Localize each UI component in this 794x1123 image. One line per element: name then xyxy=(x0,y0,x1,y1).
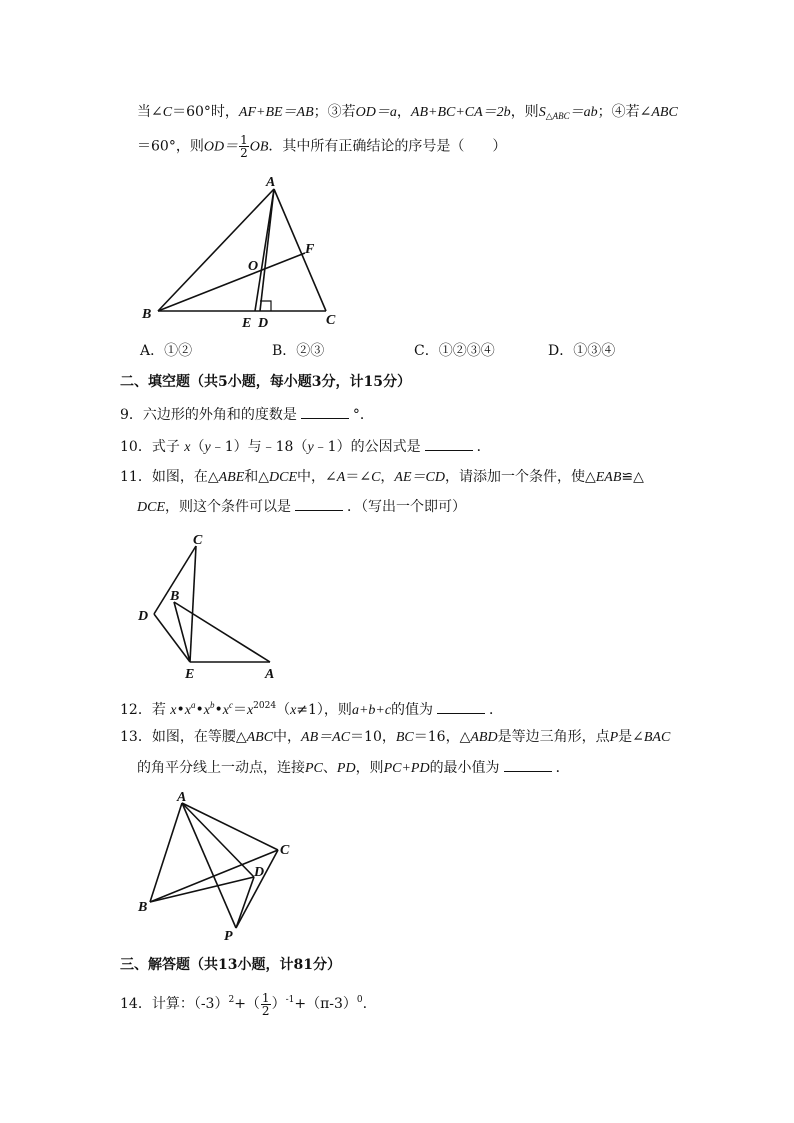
q11-label-A: A xyxy=(265,667,275,682)
q8-label-E: E xyxy=(242,316,252,331)
q8-option-d: D．①③④ xyxy=(548,343,616,359)
q8-label-C: C xyxy=(326,313,336,328)
question-9: 9．六边形的外角和的度数是 °． xyxy=(120,407,374,423)
q13-label-D: D xyxy=(254,865,265,880)
q8-option-a: A．①② xyxy=(140,343,193,359)
q11-label-B: B xyxy=(170,589,180,604)
q8-line2: ＝60°，则OD＝ $\frac{1}{2}$ OB．其中所有正确结论的序号是（ ） xyxy=(137,133,507,160)
fraction-one-half: $\frac{1}{2}$ xyxy=(240,133,248,160)
q13-label-P: P xyxy=(224,929,233,944)
q8-label-A: A xyxy=(266,175,276,190)
section-heading-solutions: 三、解答题（共13小题，计81分） xyxy=(120,957,341,973)
q11-label-D: D xyxy=(138,609,149,624)
question-10: 10．式子 x（y﹣1）与﹣18（y﹣1）的公因式是 ． xyxy=(120,439,491,455)
q11-label-C: C xyxy=(193,533,203,548)
q8-label-O: O xyxy=(248,259,259,274)
question-12: 12．若 $x•x^a•x^b•x^c=x^{2024}(x\ne 1)$，则a+b+c的值为 ． xyxy=(120,700,504,718)
question-13-line2: 的角平分线上一动点，连接PC、PD，则PC+PD的最小值为 ． xyxy=(137,760,570,776)
q8-line1: 当∠C＝60°时，AF+BE＝AB；③若OD＝a，AB+BC+CA＝2b，则$S_{\triangle ABC}=ab$；④若∠ABC xyxy=(137,104,678,121)
q8-option-b: B．②③ xyxy=(272,343,325,359)
q13-label-B: B xyxy=(138,900,148,915)
fraction-one-half: $\frac{1}{2}$ xyxy=(261,990,270,1018)
q8-option-c: C．①②③④ xyxy=(414,343,495,359)
q13-label-A: A xyxy=(177,790,187,805)
question-11-line1: 11．如图，在△ABE和△DCE中，∠A＝∠C，AE＝CD，请添加一个条件，使△EAB≌△ xyxy=(120,469,644,485)
q8-label-B: B xyxy=(142,307,152,322)
q13-label-C: C xyxy=(280,843,290,858)
question-13-line1: 13．如图，在等腰△ABC中，AB＝AC＝10，BC＝16，△ABD是等边三角形，点P是∠BAC xyxy=(120,729,671,745)
q8-label-F: F xyxy=(305,242,315,257)
q8-label-D: D xyxy=(258,316,269,331)
question-11-line2: DCE，则这个条件可以是 ．（写出一个即可） xyxy=(137,499,466,515)
question-14: 14．计算：$(-3)^2+$（ $\frac{1}{2}$ ）$^{-1}+(\pi-3)^0$. xyxy=(120,990,368,1018)
q11-label-E: E xyxy=(185,667,195,682)
section-heading-fill-blank: 二、填空题（共5小题，每小题3分，计15分） xyxy=(120,374,411,390)
